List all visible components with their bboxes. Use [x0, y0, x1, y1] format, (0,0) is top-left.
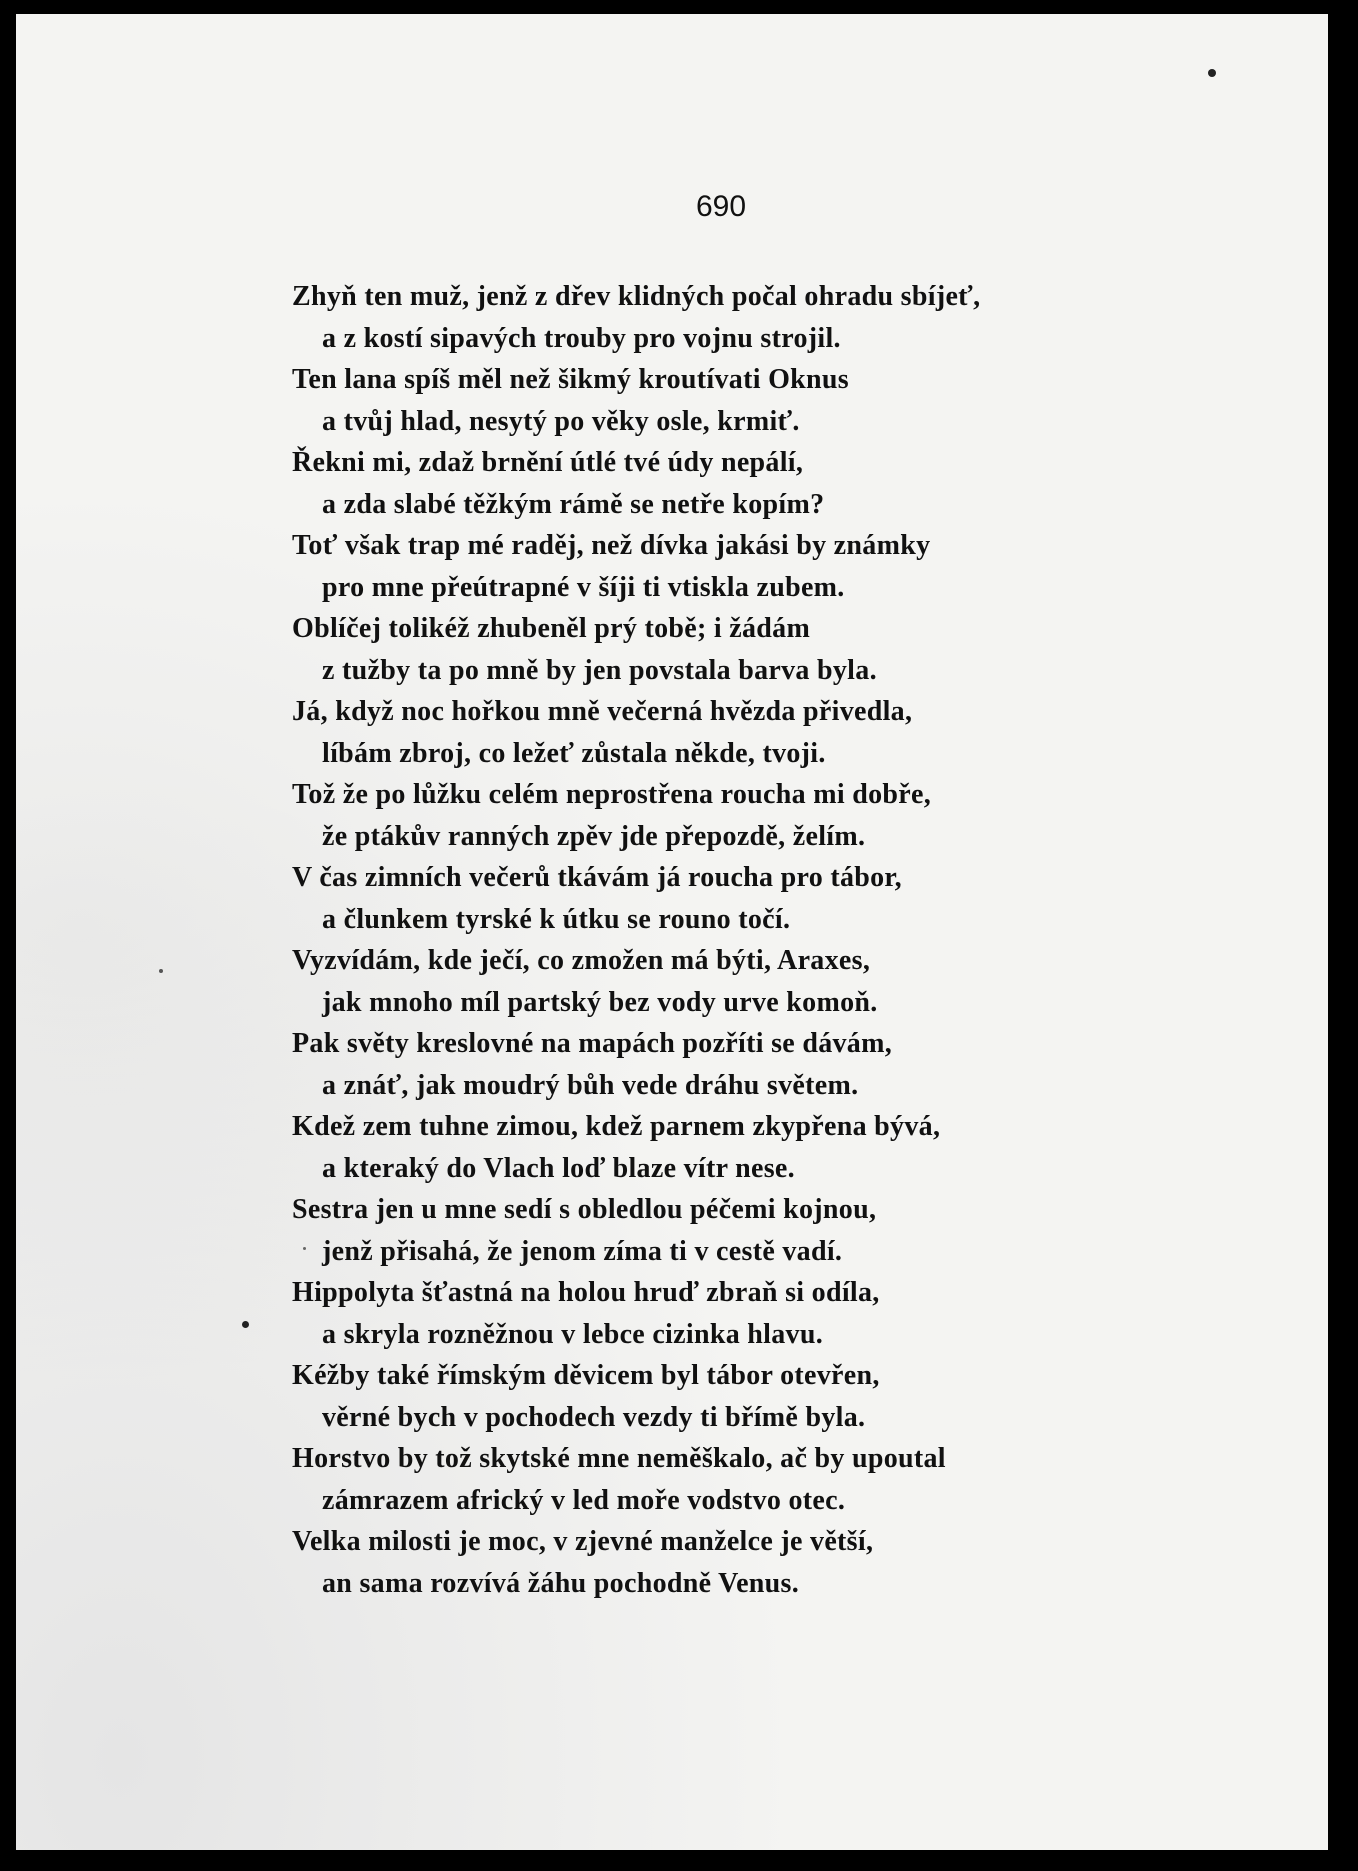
- poem-line: jenž přisahá, že jenom zíma ti v cestě vadí.: [322, 1235, 843, 1267]
- poem-line: a znáť, jak moudrý bůh vede dráhu světem.: [322, 1069, 859, 1101]
- poem-line: Velka milosti je moc, v zjevné manželce je větší,: [292, 1526, 874, 1557]
- poem-line: Kdež zem tuhne zimou, kdež parnem zkypřena bývá,: [292, 1111, 941, 1142]
- poem-line: zámrazem africký v led moře vodstvo otec.: [322, 1484, 846, 1516]
- poem-line: an sama rozvívá žáhu pochodně Venus.: [322, 1567, 800, 1599]
- poem-line: věrné bych v pochodech vezdy ti břímě byla.: [322, 1401, 866, 1433]
- poem-line: a zda slabé těžkým rámě se netře kopím?: [322, 488, 825, 520]
- poem-line: Oblíčej tolikéž zhubeněl prý tobě; i žádám: [292, 613, 811, 644]
- poem-line: Vyzvídám, kde ječí, co zmožen má býti, Araxes,: [292, 945, 871, 976]
- poem-line: Hippolyta šťastná na holou hruď zbraň si odíla,: [292, 1277, 880, 1308]
- poem-line: a kteraký do Vlach loď blaze vítr nese.: [322, 1152, 795, 1184]
- ink-speck: [303, 1247, 306, 1250]
- poem-line: Zhyň ten muž, jenž z dřev klidných počal ohradu sbíjeť,: [292, 281, 981, 312]
- poem-line: a z kostí sipavých trouby pro vojnu strojil.: [322, 322, 841, 354]
- ink-speck: [242, 1321, 249, 1328]
- scanned-page: [16, 14, 1328, 1850]
- poem-line: Horstvo by tož skytské mne neměškalo, ač by upoutal: [292, 1443, 946, 1474]
- poem-line: že ptákův ranných zpěv jde přepozdě, želím.: [322, 820, 866, 852]
- poem-line: Tož že po lůžku celém neprostřena roucha mi dobře,: [292, 779, 932, 810]
- ink-speck: [159, 969, 163, 973]
- page-number: 690: [695, 190, 747, 223]
- poem-line: a člunkem tyrské k útku se rouno točí.: [322, 903, 791, 935]
- poem-line: Toť však trap mé raděj, než dívka jakási by známky: [292, 530, 931, 561]
- poem-text: [292, 276, 980, 1604]
- poem-line: Kéžby také římským děvicem byl tábor otevřen,: [292, 1360, 880, 1391]
- ink-speck: [1208, 69, 1216, 77]
- poem-line: pro mne přeútrapné v šíji ti vtiskla zubem.: [322, 571, 845, 603]
- poem-line: Pak světy kreslovné na mapách pozříti se dávám,: [292, 1028, 893, 1059]
- poem-line: Ten lana spíš měl než šikmý kroutívati Oknus: [292, 364, 849, 395]
- poem-line: V čas zimních večerů tkávám já roucha pro tábor,: [292, 862, 902, 893]
- poem-line: z tužby ta po mně by jen povstala barva byla.: [322, 654, 877, 686]
- poem-line: a tvůj hlad, nesytý po věky osle, krmiť.: [322, 405, 800, 437]
- poem-line: Já, když noc hořkou mně večerná hvězda přivedla,: [292, 696, 913, 727]
- poem-line: jak mnoho míl partský bez vody urve komoň.: [322, 986, 878, 1018]
- poem-line: Řekni mi, zdaž brnění útlé tvé údy nepálí,: [292, 447, 804, 478]
- poem-line: a skryla rozněžnou v lebce cizinka hlavu.: [322, 1318, 824, 1350]
- poem-line: líbám zbroj, co ležeť zůstala někde, tvoji.: [322, 737, 826, 769]
- poem-line: Sestra jen u mne sedí s obledlou péčemi kojnou,: [292, 1194, 877, 1225]
